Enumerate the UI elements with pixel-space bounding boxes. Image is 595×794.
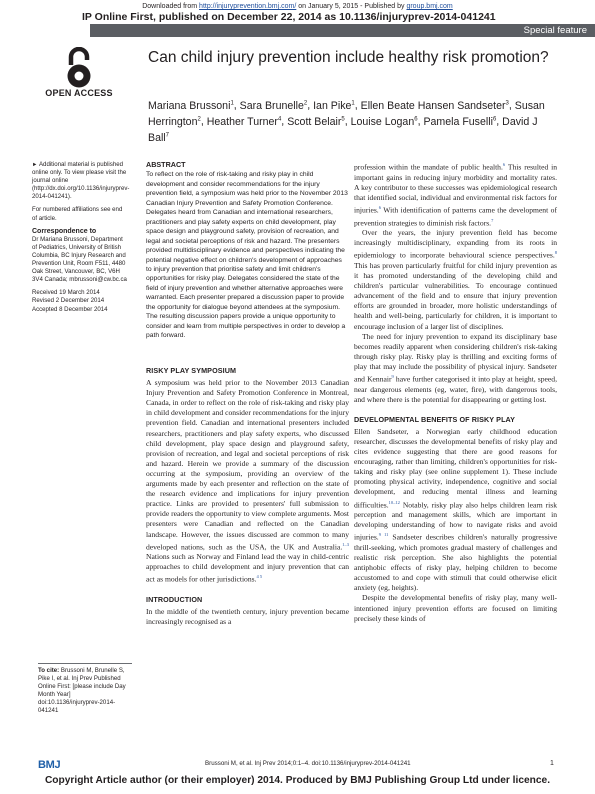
citation-ref[interactable]: 4 5 bbox=[256, 574, 263, 580]
author-name: Mariana Brussoni$^1$ bbox=[148, 99, 234, 112]
accepted-date: Accepted 8 December 2014 bbox=[32, 305, 108, 313]
author-name: Scott Belair$^5$ bbox=[287, 115, 345, 128]
citation-ref[interactable]: 6 bbox=[378, 204, 381, 210]
citation-ref[interactable]: 8 bbox=[554, 250, 557, 256]
author-name: Sara Brunelle$^2$ bbox=[239, 99, 308, 112]
citation-text: Brussoni M, Brunelle S, Pike I, et al. Inj Prev Published Online First: [please include Day Month Year] doi:10.1136/injuryprev-2014-041241 bbox=[38, 667, 126, 714]
section-label: Special feature bbox=[523, 25, 587, 36]
paragraph: Ellen Sandseter, a Norwegian early childhood education researcher, discusses the developmental benefits of risky play and cites evidence suggesting that there are good reasons for encouraging, rather than limiting, children's opportunities for risk-taking and risky play (see online supplement 1). These include promoting physical activity, independence, cognitive and social development, and reducing mental illness and learning difficulties.$^{10-12}$ Notably, risky play also helps children learn risk perception and management skills, which are important in developing understanding of how to navigate risks and avoid injuries.$^{9 11}$ Sandseter describes children's naturally progressive thrill-seeking, which promotes gradual mastery of challenges and realistic risk perception. She also highlights the potential antiphobic effects of risky play, helping children to become accustomed to and cope with stimuli that could otherwise elicit anxiety (eg, heights). bbox=[354, 426, 557, 593]
correspondence-address: Dr Mariana Brussoni, Department of Pediatrics, University of British Columbia, BC Injury Research and Prevention Unit, Room F511, 4480 Oak Street, Vancouver, BC, V6H 3V4 Canada; mbrussoni@cw.bc.ca bbox=[32, 235, 127, 284]
citation-ref[interactable]: 9 bbox=[391, 374, 394, 379]
correspondence-heading: Correspondence to bbox=[32, 227, 97, 235]
author-affiliation: 1 bbox=[230, 100, 234, 106]
citation-ref[interactable]: 9 11 bbox=[378, 532, 389, 538]
author-affiliation: 6 bbox=[492, 116, 497, 123]
page-number: 1 bbox=[550, 760, 554, 767]
author-name: Louise Logan$^6$ bbox=[350, 115, 418, 128]
open-access-label: OPEN ACCESS bbox=[45, 88, 113, 98]
paragraph: profession within the mandate of public health.$^6$ This resulted in important gains in reducing injury morbidity and mortality rates. A key contributor to these successes was epidemiological research that identified social, individual and environmental risk factors for injuries.$^6$ With identification of patterns came the development of prevention strategies to diminish risk factors.$^7$ bbox=[354, 162, 557, 228]
abstract-text: To reflect on the role of risk-taking and risky play in child development and consider recommendations for the injury prevention field, a symposium was held prior to the November 2013 Canadian Injury Prevention and Safety Promotion Conference. Delegates heard from Canadian and international researchers, practitioners and play safety experts on child development, play space design and playground safety, provision of recreation, and legal and societal perceptions of risk and hazard. The presenters provided multidisciplinary evidence and perspectives indicating the potential negative effect on children's development of approaches to injury prevention that prioritise safety and limit children's opportunities for risky play. Delegates considered the state of the field of injury prevention and whether alternative approaches were warranted. Each presenter prepared a discussion paper to provide the opportunity for dialogue beyond attendees at the symposium. The resulting discussion papers provide a unique opportunity to consider and learn from multiple perspectives in order to develop a path forward. bbox=[146, 171, 348, 340]
abstract bbox=[146, 160, 349, 341]
copyright-line: Copyright Article author (or their employer) 2014. Produced by BMJ Publishing Group Ltd under licence. bbox=[44, 775, 551, 786]
citation-ref[interactable]: 10–12 bbox=[388, 499, 400, 505]
citation-label: To cite: bbox=[38, 667, 60, 674]
journal-link[interactable]: http://injuryprevention.bmj.com/ bbox=[199, 3, 297, 10]
supplementary-note: ► Additional material is published online only. To view please visit the journal online (http://dx.doi.org/10.1136/injuryprev-2014-041241). bbox=[32, 161, 130, 201]
author-affiliation: 5 bbox=[341, 116, 345, 123]
paragraph: In the middle of the twentieth century, injury prevention became increasingly recognised as a bbox=[146, 607, 349, 627]
citation-ref[interactable]: 7 bbox=[491, 217, 494, 223]
affiliations-note: For numbered affiliations see end of article. bbox=[32, 206, 123, 222]
body-column-1 bbox=[146, 366, 349, 627]
paragraph: Over the years, the injury prevention field has become increasingly multidisciplinary, expanding from its roots in epidemiology to incorporate behavioural science perspectives.$^8$ This has proven particularly fruitful for child injury prevention as it has promoted understanding of the developing child and children's particular vulnerabilities. To encourage continued advancement of the field and to ensure that injury prevention efforts are grounded in broader, more holistic understandings of health and well-being, particularly for children, it is important to encourage inclusion of a larger list of disciplines. bbox=[354, 228, 557, 331]
author-name: David J Ball$^7$ bbox=[148, 115, 538, 145]
download-prefix: Downloaded from bbox=[142, 3, 200, 10]
author-list: Mariana Brussoni$^1$, Sara Brunelle$^2$, Ian Pike$^1$, Ellen Beate Hansen Sandseter$^3$, Susan Herrington$^2$, Heather Turner$^4$, Scott Belair$^5$, Louise Logan$^6$, Pamela Fuselli$^6$, David J Ball$^7$ bbox=[148, 99, 545, 145]
section-heading-introduction: INTRODUCTION bbox=[146, 595, 203, 605]
triangle-icon: ► bbox=[32, 162, 39, 168]
citation-box bbox=[38, 663, 132, 715]
paragraph: Despite the developmental benefits of risky play, many well-intentioned injury prevention efforts are focused on limiting precisely these kinds of bbox=[354, 593, 557, 623]
paragraph: A symposium was held prior to the November 2013 Canadian Injury Prevention and Safety Promotion Conference in Montreal, Canada, in order to reflect on the role of risk-taking and risky play in child development and consider recommendations for the injury prevention field. Canadian and international presenters included researchers, practitioners and play safety experts, who discussed child development, play space design and playground safety, provision of recreation, and legal and societal perceptions of risk and hazard. Herein we provide a summary of the discussion occurring at the symposium, providing an overview of the arguments made by each presenter and reflection on the state of the research evidence and implications for injury prevention practice. Links are provided to presenters' full submission to provide readers the opportunity to view complete arguments. Most presenters were Canadian and reflected on the Canadian landscape. However, the issues discussed are common to many developed nations, such as the USA, the UK and Australia.$^{1-3}$ Nations such as Norway and Finland lead the way in child-centric approaches to child development and injury prevention that can act as models for other jurisdictions.$^{4 5}$ bbox=[146, 378, 349, 584]
citation-ref[interactable]: 1–3 bbox=[342, 541, 349, 547]
author-name: Ellen Beate Hansen Sandseter$^3$ bbox=[360, 99, 509, 112]
open-lock-icon bbox=[62, 47, 96, 89]
author-name: Heather Turner$^4$ bbox=[206, 115, 282, 128]
bmj-logo: BMJ bbox=[38, 759, 61, 771]
author-affiliation: 2 bbox=[197, 116, 201, 123]
author-affiliation: 2 bbox=[303, 100, 308, 106]
author-affiliation: 4 bbox=[277, 116, 282, 123]
paragraph: The need for injury prevention to expand its disciplinary base becomes readily apparent when considering children's risk-taking through risky play. Risky play is thrilling and exciting forms of play that may include the possibility of physical injury. Sandseter and Kennair$^9$ have further categorised it into play at height, speed, near dangerous elements (eg, water, fire), with dangerous tools, and where there is the potential for disappearing or getting lost. bbox=[354, 331, 557, 404]
download-mid: on January 5, 2015 - Published by bbox=[296, 3, 407, 10]
abstract-heading: ABSTRACT bbox=[146, 160, 186, 169]
published-line: IP Online First, published on December 22, 2014 as 10.1136/injuryprev-2014-041241 bbox=[82, 11, 496, 23]
section-band bbox=[90, 24, 595, 37]
received-date: Received 19 March 2014 bbox=[32, 289, 100, 297]
author-affiliation: 6 bbox=[414, 116, 418, 123]
author-name: Pamela Fuselli$^6$ bbox=[423, 115, 497, 128]
author-affiliation: 7 bbox=[165, 132, 170, 139]
author-affiliation: 1 bbox=[351, 100, 355, 106]
footer-reference: Brussoni M, et al. Inj Prev 2014;0:1–4. doi:10.1136/injuryprev-2014-041241 bbox=[205, 760, 411, 767]
author-affiliation: 3 bbox=[505, 100, 509, 106]
author-name: Susan Herrington$^2$ bbox=[148, 99, 545, 128]
citation-ref[interactable]: 6 bbox=[502, 162, 506, 167]
section-heading-symposium: RISKY PLAY SYMPOSIUM bbox=[146, 366, 237, 375]
revised-date: Revised 2 December 2014 bbox=[32, 297, 105, 305]
article-info-sidebar bbox=[32, 161, 130, 319]
author-name: Ian Pike$^1$ bbox=[313, 99, 355, 112]
body-column-2 bbox=[354, 160, 557, 624]
publisher-link[interactable]: group.bmj.com bbox=[406, 3, 453, 10]
article-title: Can child injury prevention include healthy risk promotion? bbox=[148, 49, 549, 66]
section-heading-developmental-benefits: DEVELOPMENTAL BENEFITS OF RISKY PLAY bbox=[354, 414, 516, 424]
download-line bbox=[0, 3, 595, 10]
